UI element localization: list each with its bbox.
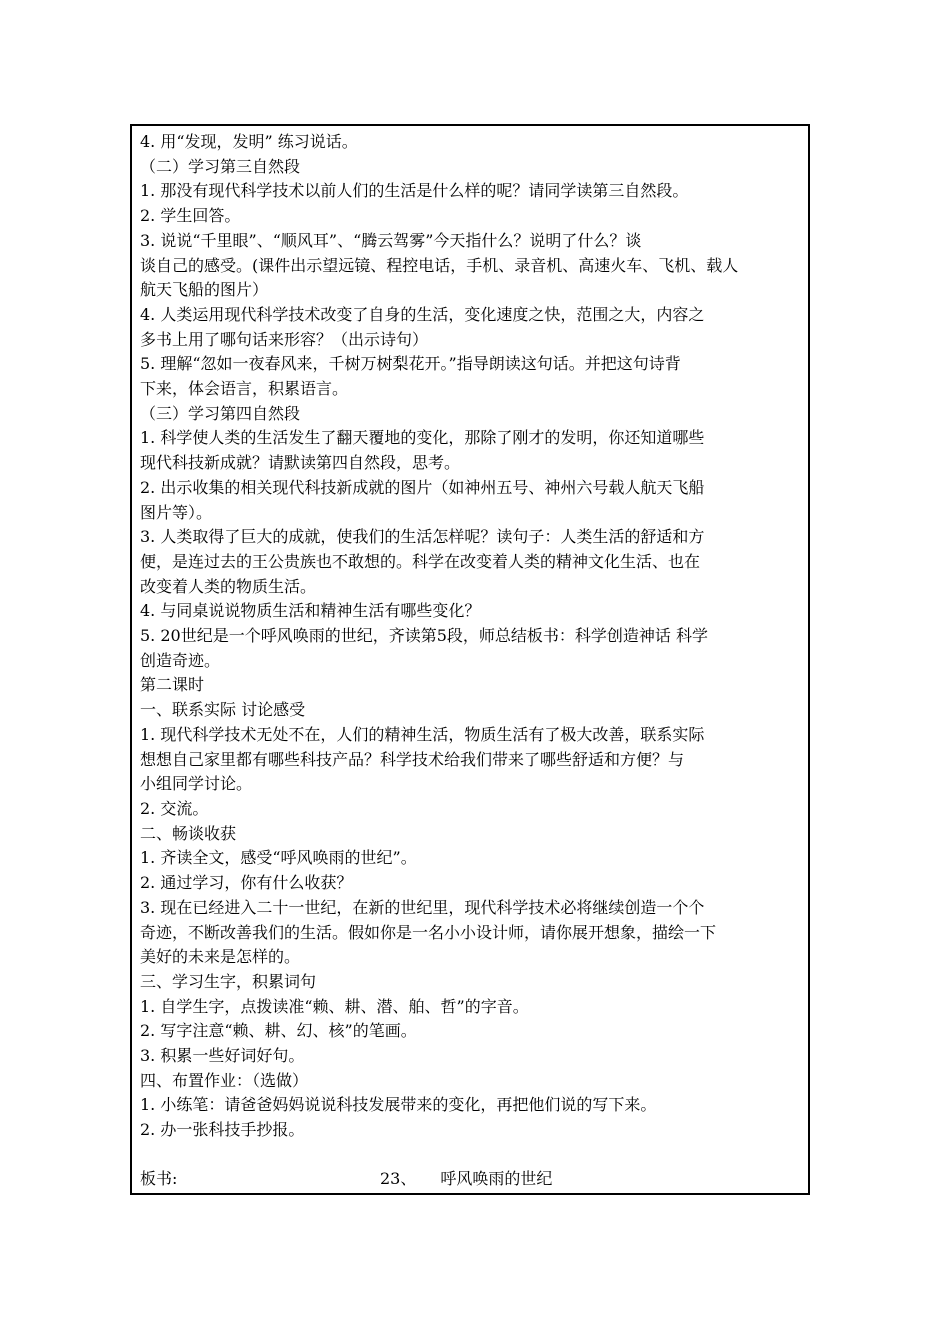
text-line: 1. 小练笔：请爸爸妈妈说说科技发展带来的变化，再把他们说的写下来。 xyxy=(140,1095,657,1115)
text-line: 3. 人类取得了巨大的成就，使我们的生活怎样呢？读句子：人类生活的舒适和方 xyxy=(140,527,705,547)
text-line: 现代科技新成就？请默读第四自然段，思考。 xyxy=(140,453,461,473)
text-line: 一、联系实际 讨论感受 xyxy=(140,700,306,720)
blackboard-label: 板书: xyxy=(140,1169,178,1188)
text-line: 便，是连过去的王公贵族也不敢想的。科学在改变着人类的精神文化生活、也在 xyxy=(140,551,701,571)
text-line: 2. 交流。 xyxy=(140,798,209,818)
lesson-content xyxy=(140,130,802,1143)
blackboard-title xyxy=(380,1167,552,1191)
text-line: 5. 20世纪是一个呼风唤雨的世纪，齐读第5段，师总结板书：科学创造神话 科学 xyxy=(140,626,708,646)
text-line: 1. 自学生字，点拨读准“赖、耕、潜、舶、哲”的字音。 xyxy=(140,996,529,1016)
text-line: 1. 现代科学技术无处不在，人们的精神生活，物质生活有了极大改善，联系实际 xyxy=(140,724,705,744)
lesson-number: 23、 xyxy=(380,1169,417,1188)
text-line: 三、学习生字，积累词句 xyxy=(140,971,317,991)
text-line: 4. 与同桌说说物质生活和精神生活有哪些变化？ xyxy=(140,601,481,621)
text-line: 第二课时 xyxy=(140,675,205,695)
text-line: 1. 齐读全文，感受“呼风唤雨的世纪”。 xyxy=(140,848,417,868)
text-line: 3. 积累一些好词好句。 xyxy=(140,1046,305,1066)
text-line: 四、布置作业：（选做） xyxy=(140,1070,309,1090)
text-line: 1. 那没有现代科学技术以前人们的生活是什么样的呢？请同学读第三自然段。 xyxy=(140,181,689,201)
text-line: 多书上用了哪句话来形容？（出示诗句） xyxy=(140,329,429,349)
text-line: 小组同学讨论。 xyxy=(140,774,253,794)
text-line: 想想自己家里都有哪些科技产品？科学技术给我们带来了哪些舒适和方便？与 xyxy=(140,749,685,769)
lesson-plan-table xyxy=(130,124,810,1195)
text-line: 2. 通过学习，你有什么收获？ xyxy=(140,873,353,893)
text-line: 下来，体会语言，积累语言。 xyxy=(140,379,349,399)
text-line: 创造奇迹。 xyxy=(140,650,221,670)
text-line: 二、畅谈收获 xyxy=(140,823,237,843)
text-line: 2. 写字注意“赖、耕、幻、核”的笔画。 xyxy=(140,1021,417,1041)
text-line: 1. 科学使人类的生活发生了翻天覆地的变化，那除了刚才的发明，你还知道哪些 xyxy=(140,428,705,448)
text-line: 航天飞船的图片） xyxy=(140,280,269,300)
text-line: 5. 理解“忽如一夜春风来，千树万树梨花开。”指导朗读这句话。并把这句诗背 xyxy=(140,354,681,374)
text-line: 4. 用“发现，发明” 练习说话。 xyxy=(140,132,358,151)
text-line: 图片等）。 xyxy=(140,502,213,522)
text-line: （三）学习第四自然段 xyxy=(140,403,301,423)
text-line: 谈自己的感受。(课件出示望远镜、程控电话，手机、录音机、高速火车、飞机、载人 xyxy=(140,255,739,275)
text-line: 2. 办一张科技手抄报。 xyxy=(140,1120,305,1140)
blackboard-footer xyxy=(140,1167,802,1191)
text-line: 3. 说说“千里眼”、“顺风耳”、“腾云驾雾”今天指什么？说明了什么？谈 xyxy=(140,230,642,250)
text-line: 改变着人类的物质生活。 xyxy=(140,576,317,596)
text-line: 美好的未来是怎样的。 xyxy=(140,947,301,967)
text-line: 3. 现在已经进入二十一世纪，在新的世纪里，现代科学技术必将继续创造一个个 xyxy=(140,897,705,917)
text-line: 奇迹，不断改善我们的生活。假如你是一名小小设计师，请你展开想象，描绘一下 xyxy=(140,922,717,942)
lesson-title: 呼风唤雨的世纪 xyxy=(440,1169,553,1188)
text-line: 2. 出示收集的相关现代科技新成就的图片（如神州五号、神州六号载人航天飞船 xyxy=(140,477,705,497)
text-line: 2. 学生回答。 xyxy=(140,206,241,226)
text-line: 4. 人类运用现代科学技术改变了自身的生活，变化速度之快，范围之大，内容之 xyxy=(140,304,705,324)
text-line: （二）学习第三自然段 xyxy=(140,156,301,176)
